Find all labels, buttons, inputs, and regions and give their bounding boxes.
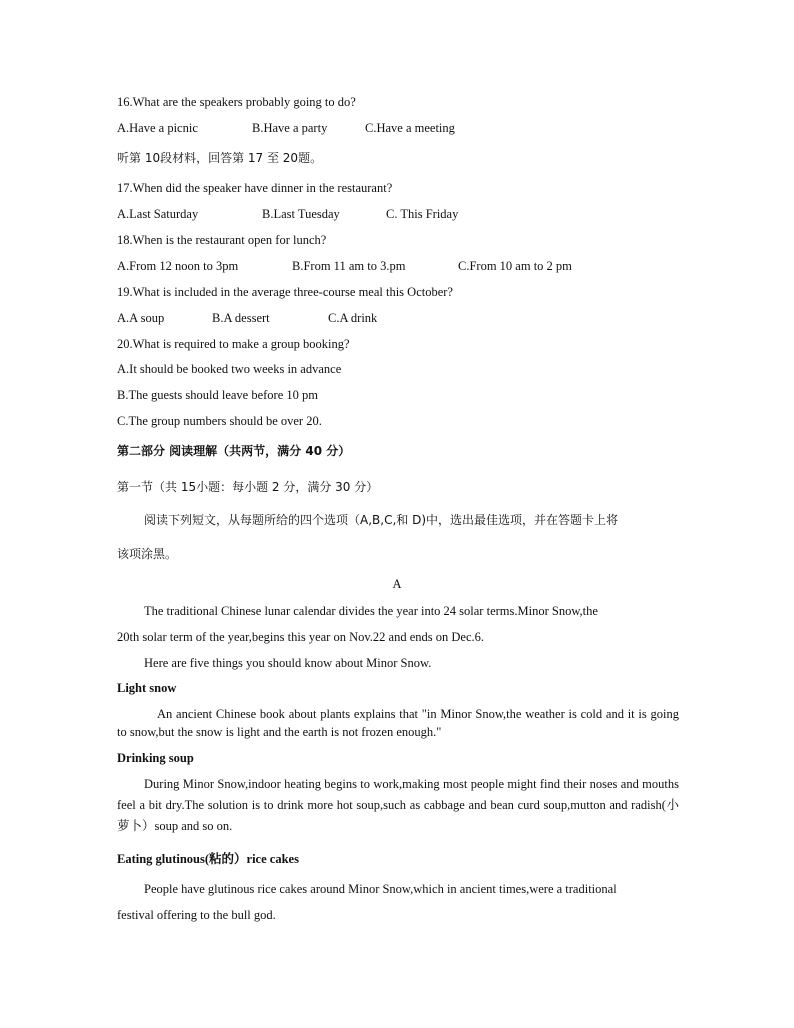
question-17-option-b: B.Last Tuesday bbox=[262, 207, 340, 221]
instruction-line-2: 该项涂黑。 bbox=[117, 547, 178, 561]
passage-letter: A bbox=[392, 577, 402, 591]
section1-heading: 第一节（共 15小题：每小题 2 分，满分 30 分） bbox=[117, 480, 379, 494]
question-19-stem: 19.What is included in the average three-course meal this October? bbox=[117, 285, 453, 299]
question-17-stem: 17.When did the speaker have dinner in the restaurant? bbox=[117, 181, 393, 195]
question-19-option-c: C.A drink bbox=[328, 311, 378, 325]
intro-line-3: Here are five things you should know about Minor Snow. bbox=[144, 656, 432, 670]
question-20-option-b: B.The guests should leave before 10 pm bbox=[117, 388, 318, 402]
question-17-option-c: C. This Friday bbox=[386, 207, 459, 221]
part2-heading: 第二部分 阅读理解（共两节，满分 40 分） bbox=[117, 444, 351, 458]
question-17-option-a: A.Last Saturday bbox=[117, 207, 199, 221]
paragraph-light-snow: An ancient Chinese book about plants explains that "in Minor Snow,the weather is cold and it is going to snow,but the snow is light and the earth is not frozen enough." bbox=[117, 707, 679, 739]
section-note: 听第 10段材料，回答第 17 至 20题。 bbox=[117, 151, 323, 165]
question-16-stem: 16.What are the speakers probably going to do? bbox=[117, 95, 356, 109]
question-20-option-a: A.It should be booked two weeks in advance bbox=[117, 362, 342, 376]
question-18-option-c: C.From 10 am to 2 pm bbox=[458, 259, 572, 273]
rice-cakes-line-1: People have glutinous rice cakes around Minor Snow,which in ancient times,were a traditional bbox=[144, 882, 617, 896]
question-16-option-b: B.Have a party bbox=[252, 121, 328, 135]
question-18-stem: 18.When is the restaurant open for lunch? bbox=[117, 233, 327, 247]
question-19-option-a: A.A soup bbox=[117, 311, 165, 325]
subheading-drinking-soup: Drinking soup bbox=[117, 751, 194, 765]
question-20-stem: 20.What is required to make a group booking? bbox=[117, 337, 350, 351]
question-16-option-a: A.Have a picnic bbox=[117, 121, 198, 135]
intro-line-2: 20th solar term of the year,begins this year on Nov.22 and ends on Dec.6. bbox=[117, 630, 484, 644]
question-18-option-b: B.From 11 am to 3.pm bbox=[292, 259, 406, 273]
subheading-rice-cakes: Eating glutinous(粘的）rice cakes bbox=[117, 852, 299, 866]
instruction-line-1: 阅读下列短文，从每题所给的四个选项（A,B,C,和 D)中，选出最佳选项，并在答题卡上将 bbox=[144, 513, 619, 527]
paragraph-drinking-soup: During Minor Snow,indoor heating begins to work,making most people might find their noses and mouths feel a bit dry.The solution is to drink more hot soup,such as cabbage and bean curd soup,mutton and radish(小萝卜）soup and so on. bbox=[117, 777, 679, 833]
question-18-option-a: A.From 12 noon to 3pm bbox=[117, 259, 239, 273]
rice-cakes-line-2: festival offering to the bull god. bbox=[117, 908, 276, 922]
question-16-option-c: C.Have a meeting bbox=[365, 121, 455, 135]
question-20-option-c: C.The group numbers should be over 20. bbox=[117, 414, 322, 428]
question-19-option-b: B.A dessert bbox=[212, 311, 270, 325]
intro-line-1: The traditional Chinese lunar calendar divides the year into 24 solar terms.Minor Snow,the bbox=[144, 604, 598, 618]
subheading-light-snow: Light snow bbox=[117, 681, 177, 695]
